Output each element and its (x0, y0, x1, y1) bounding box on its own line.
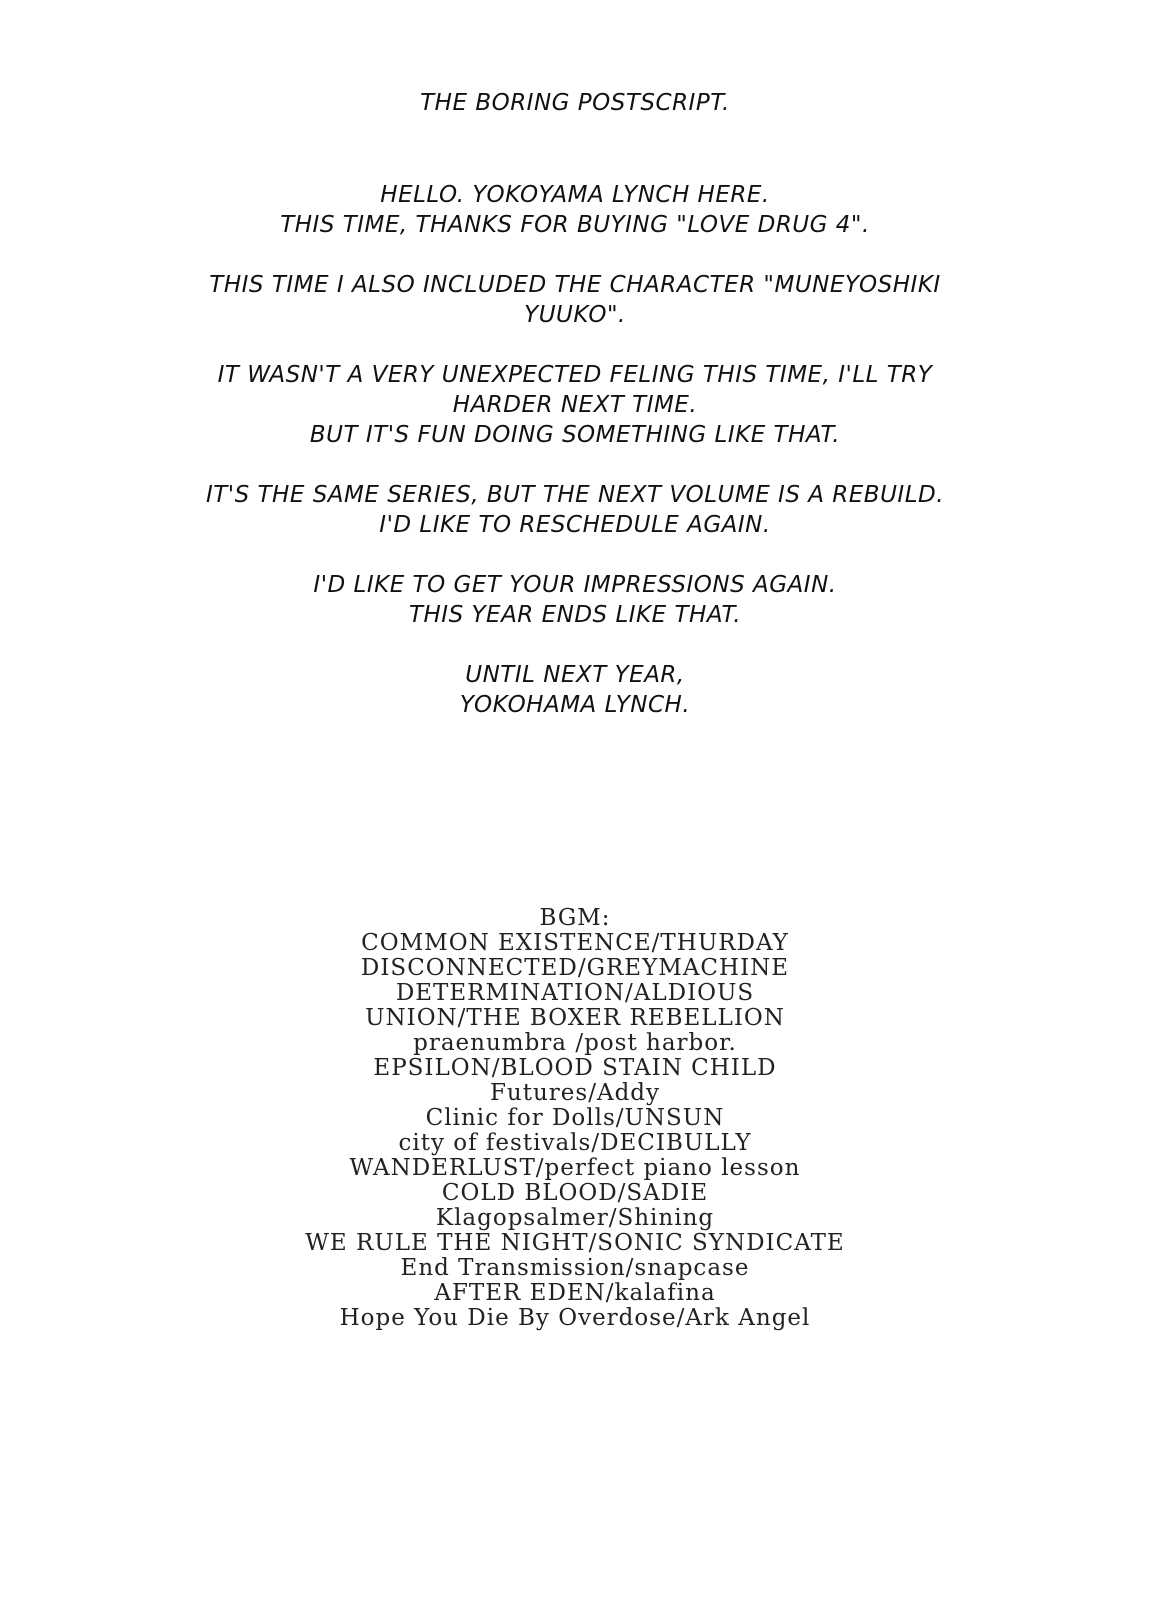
postscript-line: I'D LIKE TO RESCHEDULE AGAIN. (379, 512, 771, 538)
bgm-track: Klagopsalmer/Shining (435, 1205, 715, 1231)
postscript-line: I'D LIKE TO GET YOUR IMPRESSIONS AGAIN. (313, 572, 837, 598)
postscript-line: THIS TIME I ALSO INCLUDED THE CHARACTER "MUNEYOSHIKI (209, 272, 941, 298)
postscript-line: THIS YEAR ENDS LIKE THAT. (408, 602, 742, 628)
postscript-paragraph (150, 270, 1000, 330)
bgm-track: Clinic for Dolls/UNSUN (425, 1105, 725, 1131)
postscript-line: HARDER NEXT TIME. (452, 392, 698, 418)
bgm-track: praenumbra /post harbor. (413, 1030, 737, 1056)
postscript-line: IT WASN'T A VERY UNEXPECTED FELING THIS TIME, I'LL TRY (217, 362, 933, 388)
bgm-track: AFTER EDEN/kalafina (434, 1280, 716, 1306)
postscript-signature: YOKOHAMA LYNCH. (459, 692, 691, 718)
postscript-line: THIS TIME, THANKS FOR BUYING "LOVE DRUG 4". (280, 212, 870, 238)
postscript-line: UNTIL NEXT YEAR, (465, 662, 685, 688)
postscript-paragraph (150, 180, 1000, 240)
bgm-heading: BGM: (539, 905, 611, 931)
bgm-track: COMMON EXISTENCE/THURDAY (361, 930, 789, 956)
bgm-track: WE RULE THE NIGHT/SONIC SYNDICATE (305, 1230, 845, 1256)
postscript-line: BUT IT'S FUN DOING SOMETHING LIKE THAT. (309, 422, 841, 448)
bgm-track: UNION/THE BOXER REBELLION (365, 1005, 785, 1031)
postscript-section (150, 88, 1000, 750)
postscript-line: YUUKO". (524, 302, 626, 328)
postscript-title: THE BORING POSTSCRIPT. (420, 90, 730, 116)
postscript-paragraph (150, 480, 1000, 540)
postscript-line: HELLO. YOKOYAMA LYNCH HERE. (380, 182, 770, 208)
bgm-track: EPSILON/BLOOD STAIN CHILD (373, 1055, 777, 1081)
bgm-track: COLD BLOOD/SADIE (441, 1180, 709, 1206)
bgm-list (225, 906, 925, 1331)
postscript-signoff (150, 660, 1000, 720)
postscript-line: IT'S THE SAME SERIES, BUT THE NEXT VOLUME IS A REBUILD. (205, 482, 945, 508)
bgm-track: Futures/Addy (489, 1080, 661, 1106)
bgm-track: city of festivals/DECIBULLY (398, 1130, 752, 1156)
postscript-paragraph (150, 360, 1000, 450)
bgm-track: DETERMINATION/ALDIOUS (395, 980, 755, 1006)
bgm-track: Hope You Die By Overdose/Ark Angel (339, 1305, 811, 1331)
postscript-paragraph (150, 570, 1000, 630)
bgm-track: DISCONNECTED/GREYMACHINE (360, 955, 790, 981)
bgm-track: WANDERLUST/perfect piano lesson (349, 1155, 801, 1181)
bgm-track: End Transmission/snapcase (400, 1255, 750, 1281)
